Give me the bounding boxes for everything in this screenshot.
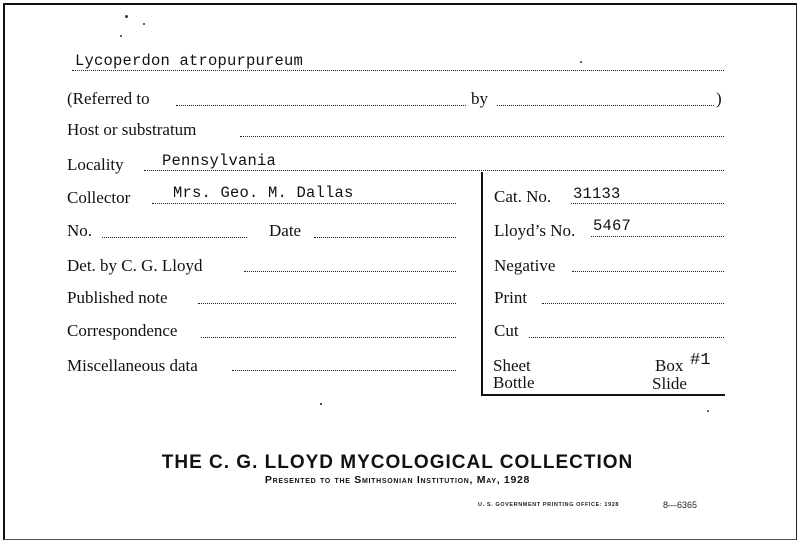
correspondence-label: Correspondence <box>67 321 178 340</box>
slide-label: Slide <box>652 374 687 393</box>
published-note-label: Published note <box>67 288 168 307</box>
host-label: Host or substratum <box>67 120 197 139</box>
det-by-line <box>244 271 456 272</box>
box-value: #1 <box>690 351 711 370</box>
locality-value: Pennsylvania <box>162 152 277 170</box>
by-label: by <box>471 89 488 108</box>
lloyds-no-label: Lloyd’s No. <box>494 221 576 240</box>
no-label: No. <box>67 221 93 240</box>
speck <box>580 61 582 63</box>
form-code: 8—6365 <box>663 500 698 510</box>
cut-line <box>529 337 724 338</box>
species-line <box>72 70 724 71</box>
misc-data-line <box>232 370 456 371</box>
by-line <box>497 105 714 106</box>
box-divider-bottom <box>481 394 725 396</box>
sheet-label: Sheet <box>493 356 531 375</box>
host-line <box>240 136 724 137</box>
cut-label: Cut <box>494 321 519 340</box>
card-border-right <box>796 3 797 540</box>
collector-line <box>152 203 456 204</box>
print-label: Print <box>494 288 528 307</box>
collector-value: Mrs. Geo. M. Dallas <box>173 184 354 202</box>
negative-line <box>572 271 724 272</box>
collector-label: Collector <box>67 188 131 207</box>
misc-data-label: Miscellaneous data <box>67 356 198 375</box>
no-line <box>102 237 247 238</box>
referred-to-label: (Referred to <box>67 89 150 108</box>
date-label: Date <box>269 221 302 240</box>
negative-label: Negative <box>494 256 556 275</box>
card-border-top <box>4 3 796 5</box>
cat-no-line <box>571 203 724 204</box>
close-paren: ) <box>716 89 722 108</box>
bottle-label: Bottle <box>493 373 535 392</box>
locality-line <box>144 170 724 171</box>
lloyds-no-value: 5467 <box>593 217 632 235</box>
correspondence-line <box>201 337 456 338</box>
referred-to-line <box>176 105 466 106</box>
speck <box>143 23 145 25</box>
collection-subtitle: Presented to the Smithsonian Institution, May, 1928 <box>264 474 531 486</box>
lloyds-no-line <box>591 236 724 237</box>
box-divider-vertical <box>481 172 483 395</box>
collection-title: THE C. G. LLOYD MYCOLOGICAL COLLECTION <box>161 452 634 473</box>
print-line <box>542 303 724 304</box>
det-by-label: Det. by C. G. Lloyd <box>67 256 203 275</box>
published-note-line <box>198 303 456 304</box>
date-line <box>314 237 456 238</box>
cat-no-label: Cat. No. <box>494 187 552 206</box>
locality-label: Locality <box>67 155 124 174</box>
species-name: Lycoperdon atropurpureum <box>75 52 304 70</box>
box-label: Box <box>655 356 684 375</box>
card-border-bottom <box>4 539 796 540</box>
printer-imprint: U. S. GOVERNMENT PRINTING OFFICE: 1928 <box>478 502 620 508</box>
speck <box>125 15 128 18</box>
cat-no-value: 31133 <box>573 185 621 203</box>
speck <box>120 35 122 37</box>
speck <box>320 403 322 405</box>
speck <box>707 410 709 412</box>
